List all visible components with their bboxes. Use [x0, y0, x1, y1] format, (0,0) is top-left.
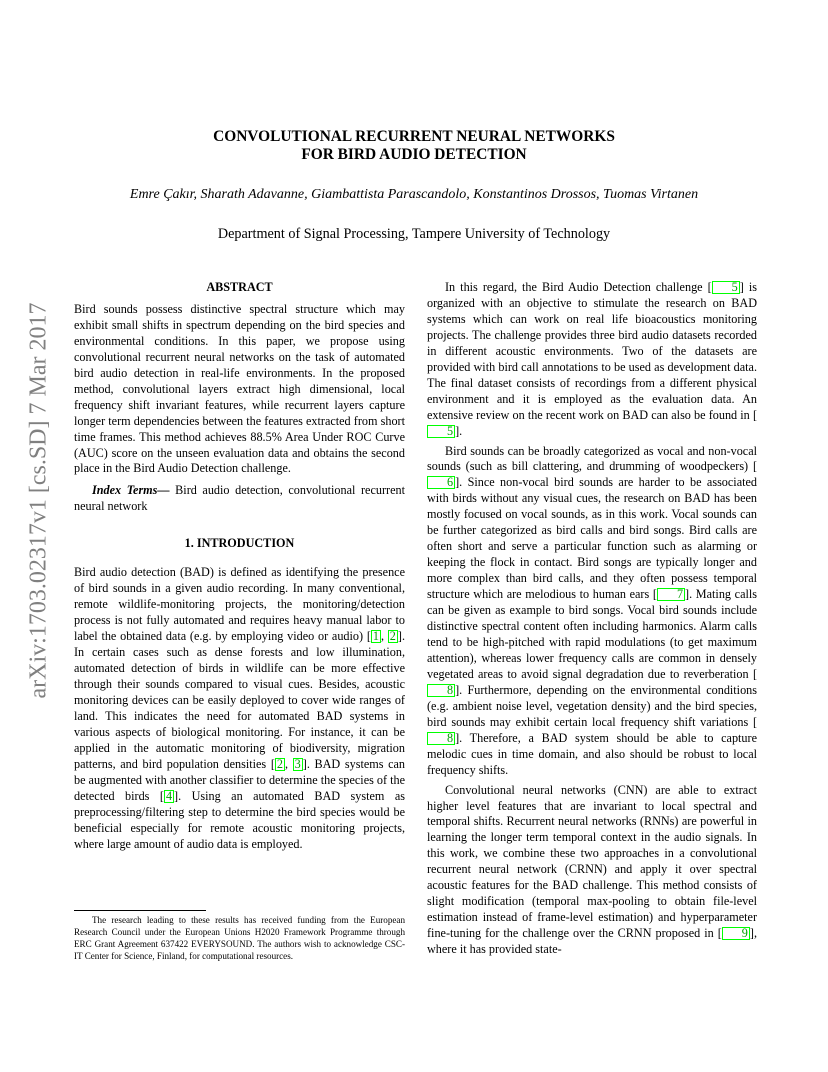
citation-link[interactable]: 2	[389, 629, 396, 644]
body-text: , where it has provided state-	[427, 926, 757, 957]
intro-text: Bird audio detection (BAD) is defined as identifying the presence of bird sounds in a given audio recording. In many conventional, remote wildlife-monitoring projects, the monitoring/detection process is not fully automated and requires heavy manual labor to label the obtained data (e.g. by employing video or audio)	[74, 565, 405, 644]
paragraph-bird-sounds: Bird sounds can be broadly categorized as vocal and non-vocal sounds (such as bill clattering, and drumming of woodpeckers) [6 ]. Since non-vocal bird sounds are harder to be associated with birds without any visual cues, the research on BAD has been mostly focused on vocal sounds, as in this work. Vocal sounds can be further categorized as bird calls and bird songs. Bird calls are often short and serve a particular function such as alarming or keeping the flock in contact. Bird songs are typically longer and more complex than bird calls, and they often possess temporal structure which are melodious to human ears [ 7 ]. Mating calls can be given as example to bird songs. Vocal bird sounds include distinctive spectral content often including harmonics. Alarm calls tend to be high-pitched with rapid modulations (to get maximum attention), whereas lower frequency calls are common in densely vegetated areas to avoid signal degradation due to reverberation [8 ]. Furthermore, depending on the environmental conditions (e.g. ambient noise level, vegetation density) and the bird species, bird sounds may exhibit certain local frequency shift variations [8 ]. Therefore, a BAD system should be able to capture melodic cues in time domain, and also should be robust to local frequency shifts.	[427, 443, 757, 777]
citation-link[interactable]: 6	[427, 476, 455, 489]
intro-text: . In certain cases such as dense forests and low illumination, automated detection of birds in wildlife can be more effective through their sounds compared to visual cues. Besides, acoustic monitoring devices can be easily deployed to cover wide ranges of land. This indicates the need for automated BAD systems in various aspects of biological monitoring. For instance, it can be applied in the automatic monitoring of biodiversity, migration patterns, and bird population densities	[74, 629, 405, 771]
title-line-1: CONVOLUTIONAL RECURRENT NEURAL NETWORKS	[213, 128, 615, 145]
left-column	[74, 280, 405, 852]
paper-title	[0, 128, 828, 164]
body-text: Bird sounds can be broadly categorized as vocal and non-vocal sounds (such as bill clattering, and drumming of woodpeckers)	[427, 443, 757, 474]
right-column	[427, 280, 757, 958]
body-text: Convolutional neural networks (CNN) are able to extract higher level features that are invariant to local spectral and temporal shifts. Recurrent neural networks (RNNs) are powerful in learning the longer term temporal context in the audio signals. In this work, we combine these two approaches in a convolutional recurrent neural network (CRNN) and apply it over spectral acoustic features for the BAD challenge. This method consists of slight modification (temporal max-pooling to obtain file-level estimation instead of frame-level estimation) and hyperparameter fine-tuning for the challenge over the CRNN proposed in	[427, 782, 757, 941]
citation-link[interactable]: 4	[165, 788, 173, 803]
intro-paragraph: Bird audio detection (BAD) is defined as identifying the presence of bird sounds in a given audio recording. In many conventional, remote wildlife-monitoring projects, the monitoring/detection process is not fully automated and requires heavy manual labor to label the obtained data (e.g. by employing video or audio) [ 1 , 2 ]. In certain cases such as dense forests and low illumination, automated detection of birds in wildlife can be more effective through their sounds compared to visual cues. Besides, acoustic monitoring devices can be easily deployed to cover wide ranges of land. This indicates the need for automated BAD systems in various aspects of biological monitoring. For instance, it can be applied in the automatic monitoring of biodiversity, migration patterns, and bird population densities [ 2 , 3 ]. BAD systems can be augmented with another classifier to determine the species of the detected birds [ 4 ]. Using an automated BAD system as preprocessing/filtering step to determine the bird species would be beneficial especially for remote acoustic monitoring projects, where large amount of audio data is employed.	[74, 565, 406, 851]
body-text: . Since non-vocal bird sounds are harder to be associated with birds without any visual cues, the research on BAD has been mostly focused on vocal sounds, as in this work. Vocal sounds can be further categorized as bird calls and bird songs. Bird calls are often short and serve a particular function such as alarming or keeping the flock in contact. Bird songs are typically longer and more complex than bird calls, and they often possess temporal structure which are melodious to human ears	[427, 475, 757, 602]
introduction-heading: 1. INTRODUCTION	[184, 536, 295, 551]
abstract-heading: ABSTRACT	[206, 280, 273, 294]
body-text: .	[459, 423, 463, 438]
citation-link[interactable]: 2	[276, 756, 283, 771]
body-text: . Furthermore, depending on the environmental conditions (e.g. ambient noise level, vegetation density) and the bird species, bird sounds may exhibit certain local frequency shift variations	[427, 682, 757, 729]
footnote	[74, 915, 405, 963]
paragraph-crnn: Convolutional neural networks (CNN) are able to extract higher level features that are invariant to local spectral and temporal shifts. Recurrent neural networks (RNNs) are powerful in learning the longer term temporal context in the audio signals. In this work, we combine these two approaches in a convolutional recurrent neural network (CRNN) and apply it over spectral acoustic features for the BAD challenge. This method consists of slight modification (temporal max-pooling to obtain file-level estimation instead of frame-level estimation) and hyperparameter fine-tuning for the challenge over the CRNN proposed in [ 9 ], where it has provided state-	[427, 782, 757, 957]
citation-link[interactable]: 3	[294, 756, 301, 771]
arxiv-sidebar	[22, 290, 56, 710]
citation-link[interactable]: 7	[657, 588, 685, 601]
intro-text: . BAD systems can be augmented with another classifier to determine the species of the detected birds	[74, 756, 406, 803]
citation-link[interactable]: 5	[427, 425, 455, 438]
index-terms	[74, 483, 405, 515]
intro-text: . Using an automated BAD system as preprocessing/filtering step to determine the bird species would be beneficial especially for remote acoustic monitoring projects, where large amount of audio data is employed.	[74, 788, 405, 851]
index-terms-text: Bird audio detection, convolutional recurrent neural network	[74, 483, 405, 514]
affiliation: Department of Signal Processing, Tampere University of Technology	[217, 226, 611, 242]
abstract-text: Bird sounds possess distinctive spectral structure which may exhibit small shifts in spectrum depending on the bird species and environmental conditions. In this paper, we propose using convolutional recurrent neural networks on the task of automated bird audio detection in real-life environments. In the proposed method, convolutional layers extract high dimensional, local frequency shift invariant features, while recurrent layers capture longer term dependencies between the features extracted from short time frames. This method achieves 88.5% Area Under ROC Curve (AUC) score on the unseen evaluation data and obtains the second place in the Bird Audio Detection challenge.	[74, 301, 405, 476]
citation-link[interactable]: 9	[722, 927, 750, 940]
author-list: Emre Çakır, Sharath Adavanne, Giambattista Parascandolo, Konstantinos Drossos, Tuomas Virtanen	[129, 187, 699, 202]
citation-link[interactable]: 8	[427, 684, 455, 697]
citation-link[interactable]: 5	[712, 281, 740, 294]
paragraph-challenge: In this regard, the Bird Audio Detection challenge [ 5 ] is organized with an objective to stimulate the research on BAD systems which can work on real life bioacoustics monitoring projects. The challenge provides three bird audio datasets recorded in different acoustic environments. Two of the datasets are provided with bird call annotations to be used as development data. The final dataset consists of recordings from a different physical environment and it is employed as the evaluation data. An extensive review on the recent work on BAD can also be found in [5 ].	[427, 280, 757, 438]
body-text: In this regard, the Bird Audio Detection challenge	[445, 280, 708, 294]
body-text: . Therefore, a BAD system should be able to capture melodic cues in time domain, and also should be robust to local frequency shifts.	[427, 730, 757, 777]
body-text: is organized with an objective to stimulate the research on BAD systems which can work on real life bioacoustics monitoring projects. The challenge provides three bird audio datasets recorded in different acoustic environments. Two of the datasets are provided with bird call annotations to be used as development data. The final dataset consists of recordings from a different physical environment and it is employed as the evaluation data. An extensive review on the recent work on BAD can also be found in	[427, 280, 757, 422]
index-terms-label: Index Terms—	[92, 483, 170, 498]
arxiv-identifier: arXiv:1703.02317v1 [cs.SD] 7 Mar 2017	[25, 302, 52, 698]
footnote-text: The research leading to these results has received funding from the European Research Council under the European Unions H2020 Framework Programme through ERC Grant Agreement 637422 EVERYSOUND. The authors wish to acknowledge CSC-IT Center for Science, Finland, for computational resources.	[74, 915, 405, 961]
footnote-divider	[74, 910, 206, 911]
citation-link[interactable]: 1	[372, 629, 379, 644]
body-text: . Mating calls can be given as example to bird songs. Vocal bird sounds include distinctive spectral content often including harmonics. Alarm calls tend to be high-pitched with rapid modulations (to get maximum attention), whereas lower frequency calls are common in densely vegetated areas to avoid signal degradation due to reverberation	[427, 587, 757, 681]
citation-link[interactable]: 8	[427, 732, 455, 745]
title-line-2: FOR BIRD AUDIO DETECTION	[301, 146, 527, 163]
